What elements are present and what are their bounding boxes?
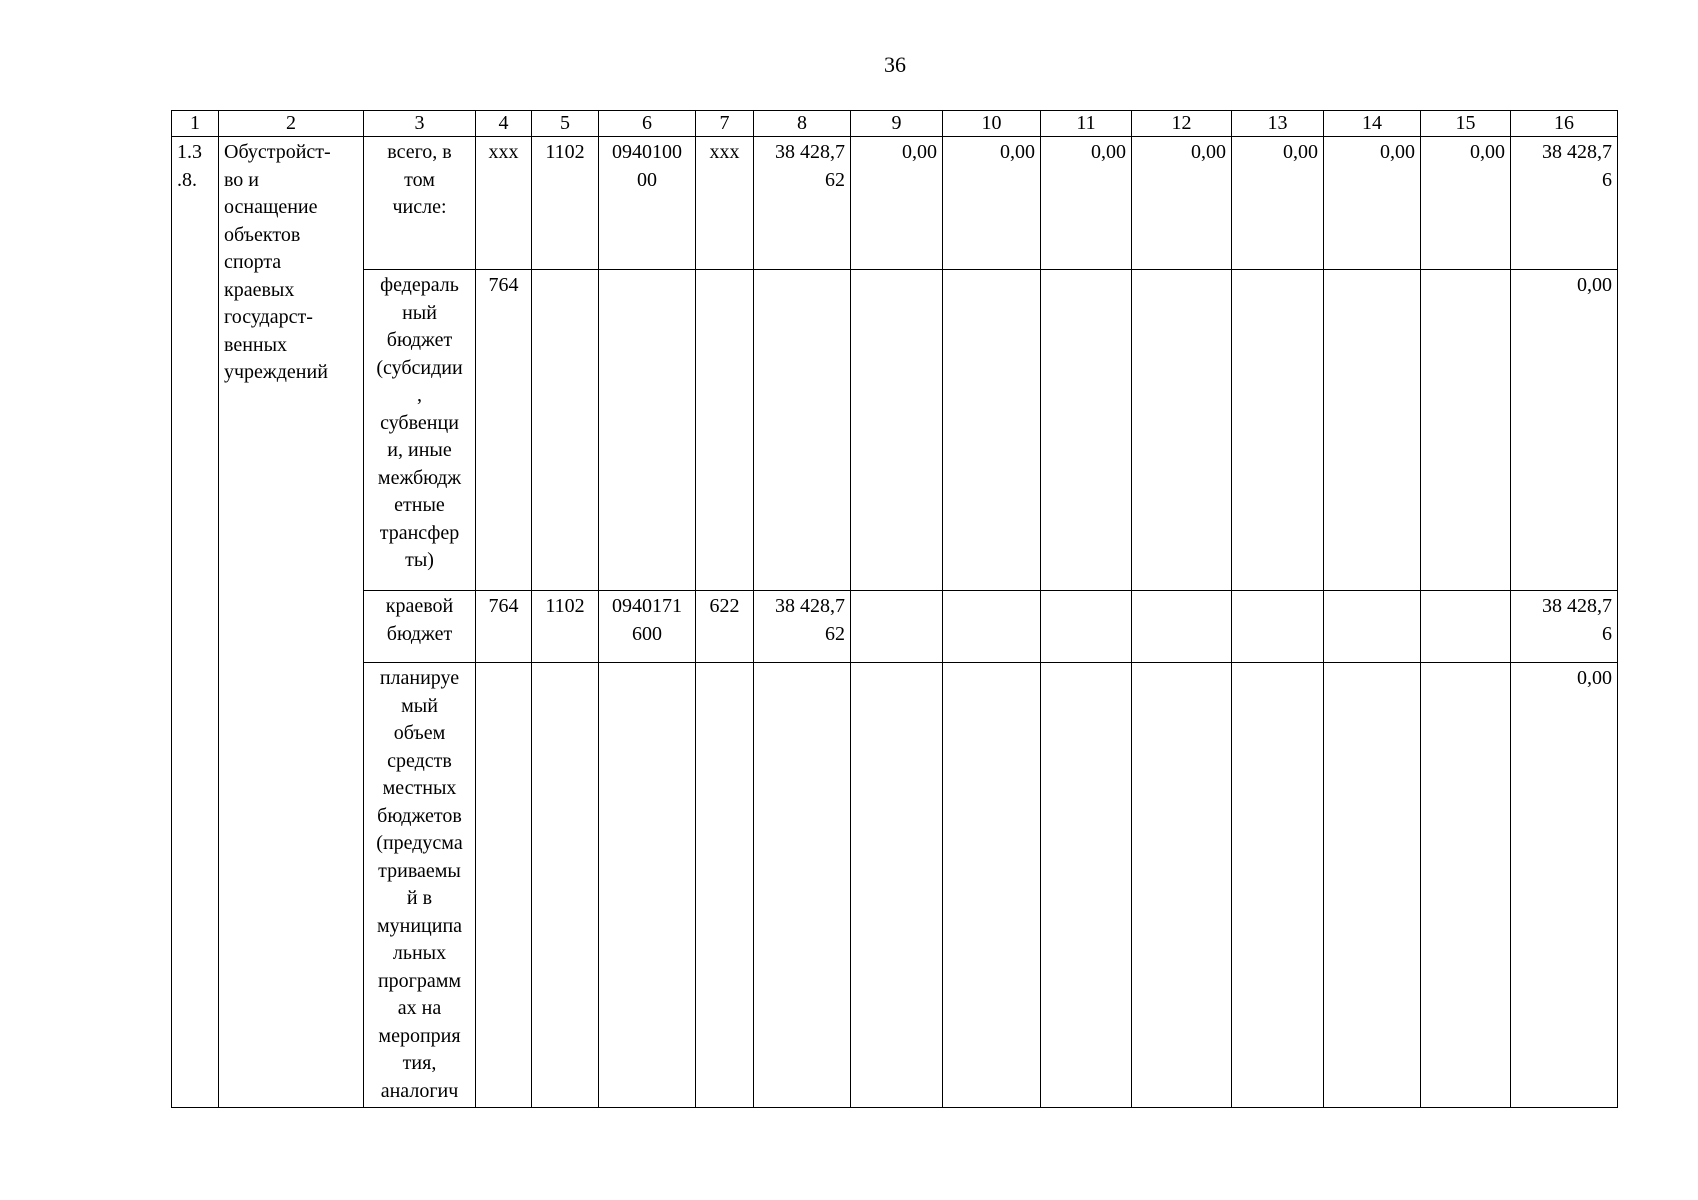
cell-col10 — [943, 591, 1041, 663]
cell-col6: 0940100 00 — [599, 137, 696, 270]
table-row — [172, 137, 1618, 270]
cell-col9 — [851, 270, 943, 591]
cell-col10: 0,00 — [943, 137, 1041, 270]
cell-col5: 1102 — [532, 591, 599, 663]
item-name: Обустройст- во и оснащение объектов спорта краевых государст- венных учреждений — [219, 137, 364, 1108]
funding-source: всего, в том числе: — [364, 137, 476, 270]
cell-col5 — [532, 270, 599, 591]
cell-col14 — [1324, 663, 1421, 1108]
cell-col14 — [1324, 270, 1421, 591]
cell-col8 — [754, 663, 851, 1108]
header-cell: 3 — [364, 111, 476, 137]
header-cell: 2 — [219, 111, 364, 137]
cell-col6: 0940171 600 — [599, 591, 696, 663]
cell-col12: 0,00 — [1132, 137, 1232, 270]
cell-col15 — [1421, 591, 1511, 663]
cell-col8 — [754, 270, 851, 591]
page-number: 36 — [884, 52, 906, 77]
header-cell: 14 — [1324, 111, 1421, 137]
cell-col9 — [851, 663, 943, 1108]
cell-col5 — [532, 663, 599, 1108]
cell-col16: 38 428,7 6 — [1511, 137, 1618, 270]
cell-col16: 38 428,7 6 — [1511, 591, 1618, 663]
cell-col16: 0,00 — [1511, 270, 1618, 591]
header-cell: 7 — [696, 111, 754, 137]
header-cell: 1 — [172, 111, 219, 137]
cell-col12 — [1132, 663, 1232, 1108]
cell-col7: 622 — [696, 591, 754, 663]
cell-col12 — [1132, 591, 1232, 663]
header-cell: 6 — [599, 111, 696, 137]
cell-col4 — [476, 663, 532, 1108]
header-cell: 11 — [1041, 111, 1132, 137]
cell-col15: 0,00 — [1421, 137, 1511, 270]
cell-col14 — [1324, 591, 1421, 663]
header-cell: 13 — [1232, 111, 1324, 137]
cell-col13 — [1232, 591, 1324, 663]
cell-col8: 38 428,7 62 — [754, 137, 851, 270]
cell-col9: 0,00 — [851, 137, 943, 270]
header-cell: 12 — [1132, 111, 1232, 137]
header-cell: 10 — [943, 111, 1041, 137]
cell-col9 — [851, 591, 943, 663]
cell-col6 — [599, 270, 696, 591]
cell-col10 — [943, 663, 1041, 1108]
cell-col13 — [1232, 663, 1324, 1108]
header-cell: 8 — [754, 111, 851, 137]
cell-col11 — [1041, 591, 1132, 663]
cell-col7 — [696, 663, 754, 1108]
cell-col15 — [1421, 663, 1511, 1108]
cell-col7: xxx — [696, 137, 754, 270]
cell-col8: 38 428,7 62 — [754, 591, 851, 663]
cell-col13: 0,00 — [1232, 137, 1324, 270]
funding-source: краевой бюджет — [364, 591, 476, 663]
cell-col4: 764 — [476, 270, 532, 591]
table-row — [172, 591, 1618, 663]
cell-col14: 0,00 — [1324, 137, 1421, 270]
cell-col12 — [1132, 270, 1232, 591]
cell-col6 — [599, 663, 696, 1108]
cell-col7 — [696, 270, 754, 591]
budget-table — [171, 110, 1618, 1108]
funding-source: федераль ный бюджет (субсидии , субвенци и, иные межбюдж етные трансфер ты) — [364, 270, 476, 591]
header-cell: 15 — [1421, 111, 1511, 137]
item-number: 1.3 .8. — [172, 137, 219, 1108]
cell-col11 — [1041, 663, 1132, 1108]
table-row — [172, 663, 1618, 1108]
cell-col11: 0,00 — [1041, 137, 1132, 270]
header-cell: 16 — [1511, 111, 1618, 137]
cell-col10 — [943, 270, 1041, 591]
table-row — [172, 270, 1618, 591]
cell-col5: 1102 — [532, 137, 599, 270]
header-cell: 5 — [532, 111, 599, 137]
funding-source: планируе мый объем средств местных бюджетов (предусма триваемы й в муниципа льных программ ах на мероприя тия, аналогич — [364, 663, 476, 1108]
header-cell: 9 — [851, 111, 943, 137]
cell-col16: 0,00 — [1511, 663, 1618, 1108]
header-cell: 4 — [476, 111, 532, 137]
header-row — [172, 111, 1618, 137]
cell-col11 — [1041, 270, 1132, 591]
cell-col13 — [1232, 270, 1324, 591]
cell-col4: 764 — [476, 591, 532, 663]
cell-col15 — [1421, 270, 1511, 591]
cell-col4: xxx — [476, 137, 532, 270]
